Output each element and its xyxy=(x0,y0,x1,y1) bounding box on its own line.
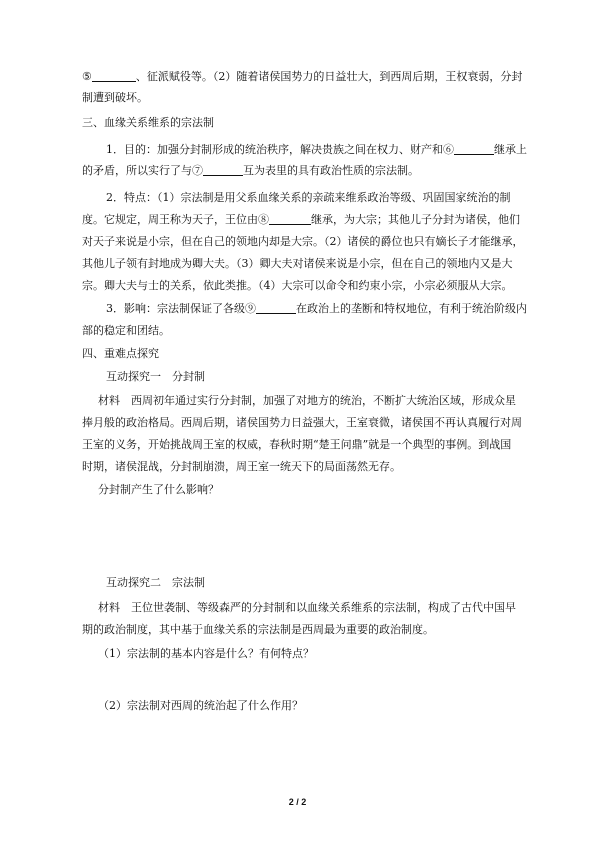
section-heading: 四、重难点探究 xyxy=(82,347,159,360)
blank-number: ⑤ xyxy=(82,70,92,83)
text-line: 王室的义务，开始挑战周王室的权威，春秋时期“楚王问鼎”就是一个典型的事例。到战国 xyxy=(82,438,512,451)
text-line: 材料 西周初年通过实行分封制，加强了对地方的统治，不断扩大统治区域，形成众星 xyxy=(98,394,516,407)
text-line: 时期，诸侯混战，分封制崩溃，周王室一统天下的局面荡然无存。 xyxy=(82,460,401,473)
fill-blank-6[interactable] xyxy=(454,143,494,155)
text-segment: 3．影响：宗法制保证了各级⑨ xyxy=(106,302,256,315)
text-line: 捧月般的政治格局。西周后期，诸侯国势力日益强大，王室衰微，诸侯国不再认真履行对周 xyxy=(82,416,522,429)
text-segment: 度。它规定，周王称为天子，王位由⑧ xyxy=(82,213,269,226)
question: 分封制产生了什么影响？ xyxy=(98,483,219,496)
text-line: 其他儿子领有封地成为卿大夫。（3）卿大夫对诸侯来说是小宗，但在自己的领地内又是大 xyxy=(82,257,513,270)
fill-blank-5[interactable] xyxy=(92,70,136,82)
page-number: 2 / 2 xyxy=(288,797,307,807)
fill-blank-9[interactable] xyxy=(256,302,296,314)
text-line: 部的稳定和团结。 xyxy=(82,324,170,337)
subsection-heading: 互动探究一 分封制 xyxy=(106,370,205,383)
text-line xyxy=(82,212,522,227)
question: （2）宗法制对西周的统治起了什么作用？ xyxy=(98,699,303,712)
question: （1）宗法制的基本内容是什么？有何特点？ xyxy=(98,647,314,660)
text-line: 材料 王位世袭制、等级森严的分封制和以血缘关系维系的宗法制，构成了古代中国早 xyxy=(98,601,516,614)
text-line: 对天子来说是小宗，但在自己的领地内却是大宗。（2）诸侯的爵位也只有嫡长子才能继承， xyxy=(82,235,524,248)
subsection-heading: 互动探究二 宗法制 xyxy=(106,576,205,589)
text-line xyxy=(82,163,522,178)
text-line: 制遭到破坏。 xyxy=(82,91,148,104)
text-segment: 1．目的：加强分封制形成的统治秩序，解决贵族之间在权力、财产和⑥ xyxy=(106,143,454,156)
text-segment: 的矛盾，所以实行了与⑦ xyxy=(82,164,203,177)
fill-blank-7[interactable] xyxy=(203,164,243,176)
text-segment: 继承，为大宗；其他儿子分封为诸侯，他们 xyxy=(311,213,520,226)
text-line xyxy=(106,142,546,157)
section-heading: 三、血缘关系维系的宗法制 xyxy=(82,116,214,129)
fill-blank-8[interactable] xyxy=(269,213,311,225)
text-segment: 、征派赋役等。（2）随着诸侯国势力的日益壮大，到西周后期，王权衰弱，分封 xyxy=(135,70,523,83)
text-line xyxy=(82,69,522,84)
text-segment: 在政治上的垄断和特权地位，有利于统治阶级内 xyxy=(296,302,527,315)
text-line: 期的政治制度，其中基于血缘关系的宗法制是西周最为重要的政治制度。 xyxy=(82,623,434,636)
text-segment: 继承上 xyxy=(494,143,527,156)
text-line: 2．特点：（1）宗法制是用父系血缘关系的亲疏来维系政治等级、巩固国家统治的制 xyxy=(106,191,511,204)
text-line: 宗。卿大夫与士的关系，依此类推。（4）大宗可以命令和约束小宗，小宗必须服从大宗。 xyxy=(82,279,513,292)
text-line xyxy=(106,301,546,316)
text-segment: 互为表里的具有政治性质的宗法制。 xyxy=(243,164,419,177)
